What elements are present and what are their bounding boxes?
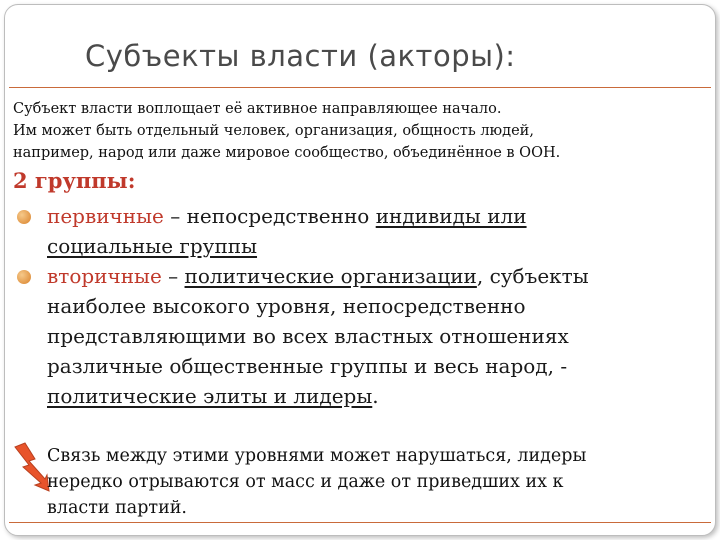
lightning-bolt-icon [11, 441, 51, 493]
item-line: представляющими во всех властных отношениях [47, 324, 569, 348]
underlined-text: социальные группы [47, 234, 258, 258]
intro-paragraph [13, 98, 705, 164]
item-line: наиболее высокого уровня, непосредственно [47, 294, 526, 318]
groups-heading: 2 группы: [13, 168, 136, 193]
note-paragraph [47, 443, 707, 521]
item-line [47, 261, 705, 291]
item-line [47, 231, 705, 261]
groups-list [15, 201, 705, 411]
title-divider [9, 87, 711, 88]
term-primary: первичные [47, 204, 164, 228]
list-item-secondary [15, 261, 705, 411]
bullet-icon [17, 270, 31, 284]
note-line: власти партий. [47, 498, 187, 518]
item-text: . [372, 384, 379, 408]
bullet-icon [17, 210, 31, 224]
bottom-divider [9, 522, 711, 523]
item-line [47, 201, 705, 231]
underlined-text: политические организации [184, 264, 477, 288]
item-line [47, 381, 705, 411]
item-text: , субъекты [476, 264, 589, 288]
list-item-primary [15, 201, 705, 261]
intro-line: Им может быть отдельный человек, организация, общность людей, [13, 123, 534, 139]
underlined-text: индивиды или [375, 204, 527, 228]
term-secondary: вторичные [47, 264, 162, 288]
slide-title: Субъекты власти (акторы): [85, 39, 516, 73]
item-text: – непосредственно [163, 204, 376, 228]
note-line: нередко отрываются от масс и даже от приведших их к [47, 472, 564, 492]
slide [4, 4, 716, 536]
intro-line: Субъект власти воплощает её активное направляющее начало. [13, 101, 502, 117]
note-line: Связь между этими уровнями может нарушаться, лидеры [47, 446, 587, 466]
intro-line: например, народ или даже мировое сообщество, объединённое в ООН. [13, 145, 561, 161]
item-line: различные общественные группы и весь народ, - [47, 354, 568, 378]
item-text: – [161, 264, 185, 288]
underlined-text: политические элиты и лидеры [47, 384, 373, 408]
